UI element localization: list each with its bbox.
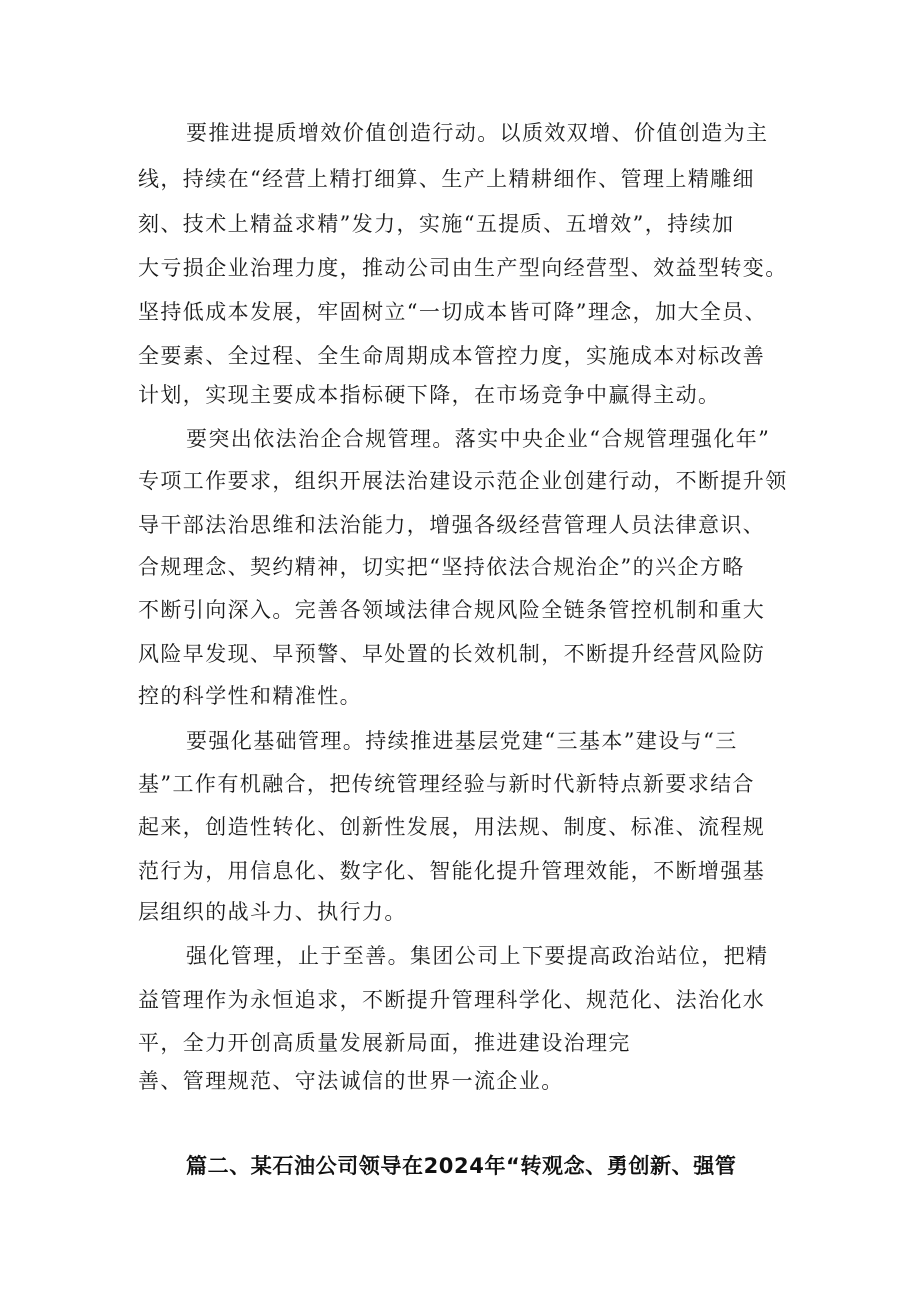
paragraph-3-line-4: 范行为，用信息化、数字化、智能化提升管理效能，不断增强基 [138, 859, 766, 883]
paragraph-4-line-2: 益管理作为永恒追求，不断提升管理科学化、规范化、法治化水 [138, 988, 766, 1012]
paragraph-1-line-2: 线，持续在“经营上精打细算、生产上精耕细作、管理上精雕细 [138, 167, 755, 191]
paragraph-3-line-5: 层组织的战斗力、执行力。 [138, 900, 407, 924]
section-heading: 篇二、某石油公司领导在2024年“转观念、勇创新、强管 [186, 1154, 737, 1178]
paragraph-1-line-5: 坚持低成本发展，牢固树立“一切成本皆可降”理念，加大全员、 [138, 300, 768, 324]
paragraph-2-line-3: 导干部法治思维和法治能力，增强各级经营管理人员法律意识、 [138, 513, 766, 537]
paragraph-3-line-3: 起来，创造性转化、创新性发展，用法规、制度、标准、流程规 [138, 815, 766, 839]
paragraph-1-line-4: 大亏损企业治理力度，推动公司由生产型向经营型、效益型转变。 [138, 256, 788, 280]
paragraph-4-line-4: 善、管理规范、守法诚信的世界一流企业。 [138, 1069, 564, 1093]
paragraph-2-line-5: 不断引向深入。完善各领域法律合规风险全链条管控机制和重大 [138, 598, 766, 622]
paragraph-4-line-1: 强化管理，止于至善。集团公司上下要提高政治站位，把精 [186, 944, 769, 968]
paragraph-4-line-3: 平，全力开创高质量发展新局面，推进建设治理完 [138, 1031, 631, 1055]
paragraph-2-line-2: 专项工作要求，组织开展法治建设示范企业创建行动，不断提升领 [138, 469, 788, 493]
paragraph-1-line-1: 要推进提质增效价值创造行动。以质效双增、价值创造为主 [186, 121, 769, 145]
paragraph-2-line-7: 控的科学性和精准性。 [138, 684, 362, 708]
paragraph-2-line-4: 合规理念、契约精神，切实把“坚持依法合规治企”的兴企方略 [138, 555, 745, 579]
paragraph-3-line-2: 基”工作有机融合，把传统管理经验与新时代新特点新要求结合 [138, 772, 755, 796]
paragraph-2-line-1: 要突出依法治企合规管理。落实中央企业“合规管理强化年” [186, 427, 771, 451]
paragraph-1-line-6: 全要素、全过程、全生命周期成本管控力度，实施成本对标改善 [138, 344, 766, 368]
paragraph-2-line-6: 风险早发现、早预警、早处置的长效机制，不断提升经营风险防 [138, 642, 766, 666]
paragraph-1-line-3: 刻、技术上精益求精”发力，实施“五提质、五增效”，持续加 [138, 212, 735, 236]
paragraph-1-line-7: 计划，实现主要成本指标硬下降，在市场竞争中赢得主动。 [138, 383, 721, 407]
paragraph-3-line-1: 要强化基础管理。持续推进基层党建“三基本”建设与“三 [186, 729, 738, 753]
